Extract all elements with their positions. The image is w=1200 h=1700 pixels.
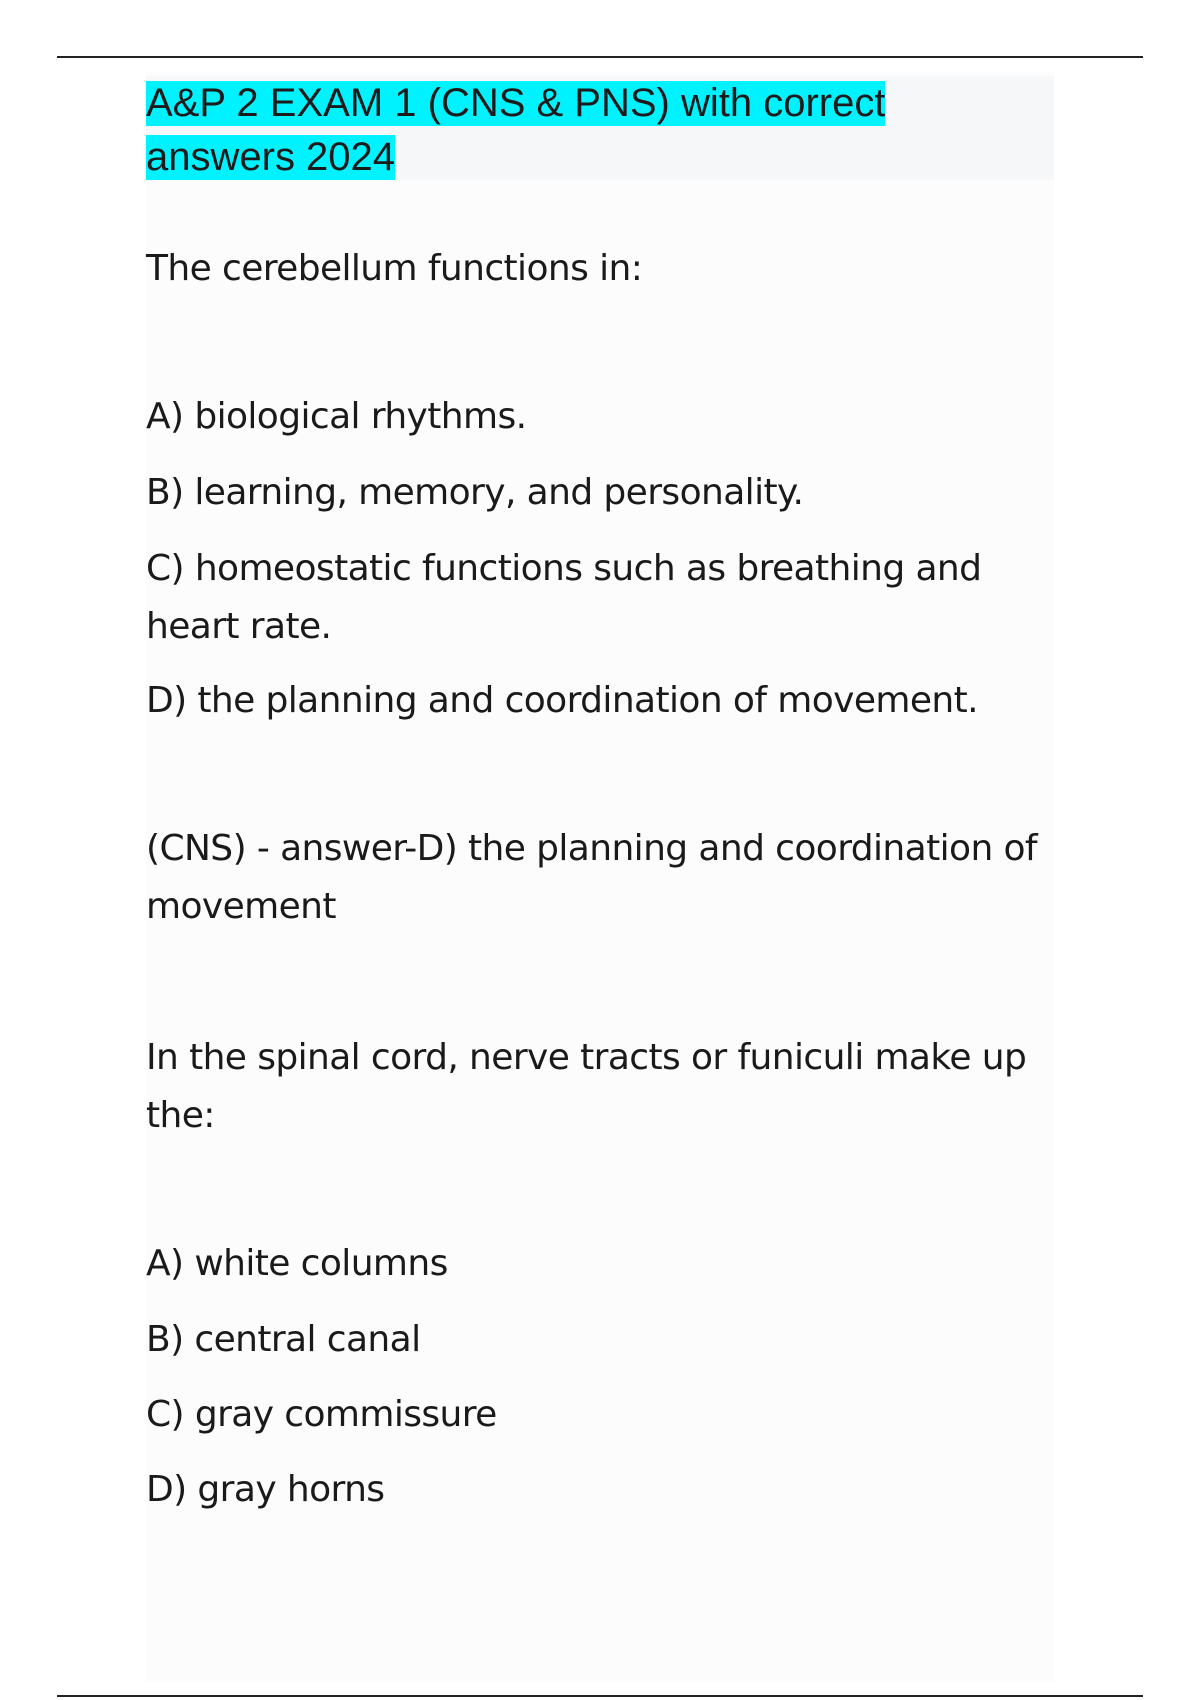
- bottom-divider: [57, 1695, 1143, 1697]
- question-1-option-b: B) learning, memory, and personality.: [146, 472, 804, 513]
- question-2-option-b: B) central canal: [146, 1319, 421, 1360]
- question-1-prompt: The cerebellum functions in:: [146, 248, 643, 289]
- question-2-option-a: A) white columns: [146, 1243, 448, 1284]
- question-1-option-a: A) biological rhythms.: [146, 396, 527, 437]
- document-title: [146, 76, 976, 184]
- question-1-answer: (CNS) - answer-D) the planning and coordination of movement: [146, 828, 1038, 927]
- question-1-option-c: C) homeostatic functions such as breathing and heart rate.: [146, 548, 982, 647]
- question-2-prompt: In the spinal cord, nerve tracts or funiculi make up the:: [146, 1037, 1027, 1136]
- title-highlight: A&P 2 EXAM 1 (CNS & PNS) with correct answers 2024: [146, 81, 886, 179]
- question-2-option-c: C) gray commissure: [146, 1394, 497, 1435]
- question-1-option-d: D) the planning and coordination of movement.: [146, 680, 978, 721]
- top-divider: [57, 56, 1143, 58]
- question-2-option-d: D) gray horns: [146, 1469, 385, 1510]
